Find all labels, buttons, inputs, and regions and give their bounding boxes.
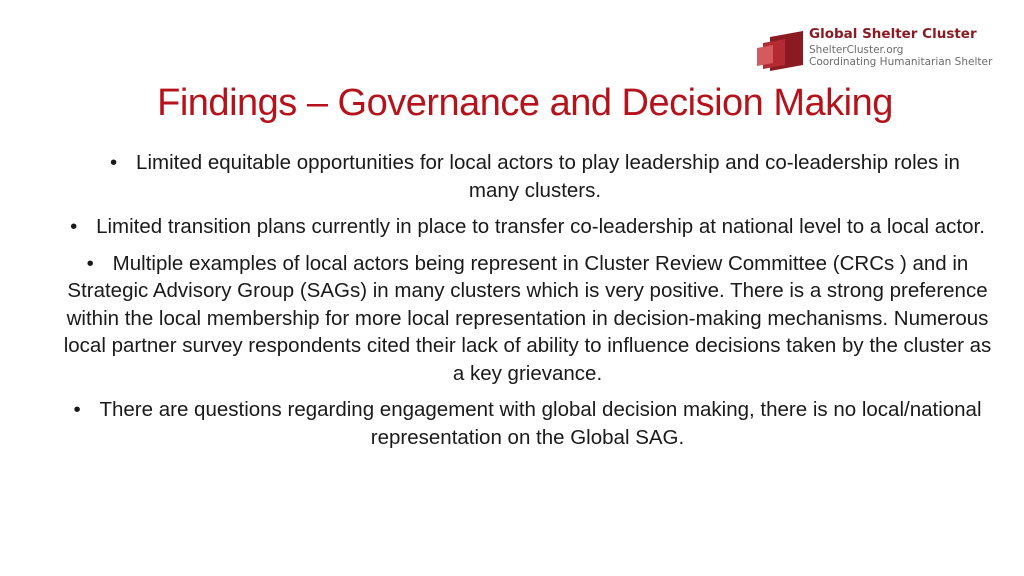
bullet-dot-icon: • [70,215,78,238]
logo-site: ShelterCluster.org [809,43,904,56]
bullet-list [0,149,1024,460]
slide-title: Findings – Governance and Decision Making [157,82,893,124]
bullet-item [60,250,995,388]
logo-tagline: Coordinating Humanitarian Shelter [809,56,993,68]
bullet-dot-icon: • [73,398,81,421]
bullet-dot-icon: • [110,151,118,174]
bullet-item [60,213,995,241]
logo-title: Global Shelter Cluster [809,26,977,42]
bullet-text: Multiple examples of local actors being represent in Cluster Review Committee (CRCs ) and in Strategic Advisory Group (SAGs) in many clusters which is very positive. There is a strong preference within the local membership for more local representation in decision-making mechanisms. Numerous local partner survey respondents cited their lack of ability to influence decisions taken by the cluster as a key grievance. [63,251,992,385]
bullet-dot-icon: • [86,251,94,275]
bullet-item [60,396,995,451]
global-shelter-cluster-logo [757,28,997,72]
shelter-hands-logo-icon [757,29,803,71]
bullet-text: Limited transition plans currently in place to transfer co-leadership at national level to a local actor. [96,215,985,238]
bullet-text: There are questions regarding engagement with global decision making, there is no local/national representation on the Global SAG. [99,398,982,449]
bullet-text: Limited equitable opportunities for local actors to play leadership and co-leadership roles in many clusters. [136,151,960,202]
bullet-item [95,149,975,204]
